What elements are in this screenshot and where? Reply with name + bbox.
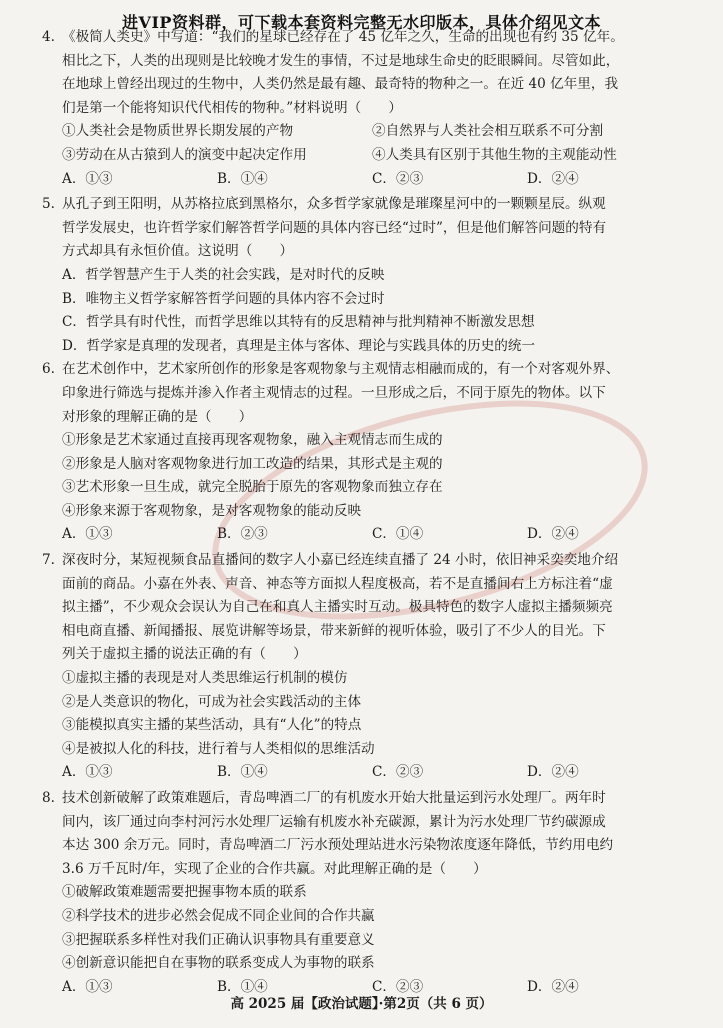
answer-choice[interactable]: B．②③ (217, 526, 268, 543)
question-stem-line (42, 358, 682, 382)
statement: ③劳动在从古猿到人的演变中起决定作用 (62, 146, 307, 163)
question-number: 4. (42, 29, 55, 45)
answer-choices (42, 168, 682, 192)
question-7 (42, 549, 682, 785)
answer-choice[interactable]: B．①④ (217, 764, 268, 781)
question-stem-line: 列关于虚拟主播的说法正确的有（ ） (62, 646, 307, 663)
question-stem-text: 从孔子到王阳明，从苏格拉底到黑格尔，众多哲学家就像是璀璨星河中的一颗颗星辰。纵观 (62, 196, 606, 213)
statement: D．哲学家是真理的发现者，真理是主体与客体、理论与实践具体的历史的统一 (62, 337, 536, 354)
question-stem-line: 对形象的理解正确的是（ ） (62, 408, 253, 425)
statement: ①虚拟主播的表现是对人类思维运行机制的模仿 (62, 670, 348, 687)
statement: ③能模拟真实主播的某些活动，具有“人化”的特点 (62, 717, 362, 734)
statement: ④人类具有区别于其他生物的主观能动性 (372, 146, 617, 163)
statement-row (42, 144, 682, 168)
question-number: 7. (42, 552, 55, 569)
question-stem-line: 本达 300 余万元。同时，青岛啤酒二厂污水预处理站进水污染物浓度逐年降低，节约用电约 (62, 837, 614, 854)
question-5 (42, 193, 682, 358)
answer-choice[interactable]: B．①④ (217, 170, 268, 187)
statement: ①人类社会是物质世界长期发展的产物 (62, 123, 294, 140)
question-stem-line (42, 787, 682, 811)
question-stem-text: 《极简人类史》中写道：“我们的星球已经存在了 45 亿年之久，生命的出现也有约 35 亿年。 (62, 29, 624, 45)
question-stem-line (42, 26, 682, 50)
question-stem-line: 3.6 万千瓦时/年，实现了企业的合作共赢。对此理解正确的是（ ） (62, 860, 487, 877)
answer-choice[interactable]: A．①③ (62, 978, 113, 995)
question-stem-line: 方式却具有永恒价值。这说明（ ） (62, 243, 294, 260)
statement: ②科学技术的进步必然会促成不同企业间的合作共赢 (62, 907, 375, 924)
statement: ④形象来源于客观物象，是对客观物象的能动反映 (62, 502, 362, 519)
answer-choice[interactable]: C．②③ (372, 764, 424, 781)
question-4 (42, 26, 682, 191)
statement: B．唯物主义哲学家解答哲学问题的具体内容不会过时 (62, 290, 385, 307)
statement: C．哲学具有时代性，而哲学思维以其特有的反思精神与批判精神不断激发思想 (62, 314, 535, 331)
answer-choice[interactable]: C．②③ (372, 978, 424, 995)
statement: ③把握联系多样性对我们正确认识事物具有重要意义 (62, 931, 375, 948)
answer-choice[interactable]: A．①③ (62, 526, 113, 543)
answer-choice[interactable]: C．①④ (372, 526, 424, 543)
answer-choice[interactable]: A．①③ (62, 170, 113, 187)
question-stem-line: 面前的商品。小嘉在外表、声音、神态等方面拟人程度极高，若不是直播间右上方标注着“虚 (62, 575, 613, 592)
promo-banner: 进VIP资料群，可下载本套资料完整无水印版本，具体介绍见文本 (122, 13, 601, 32)
question-stem-text: 技术创新破解了政策难题后，青岛啤酒二厂的有机废水开始大批量运到污水处理厂。两年时 (62, 790, 606, 806)
statement-row (42, 120, 682, 144)
answer-choices (42, 761, 682, 785)
answer-choice[interactable]: D．②④ (527, 170, 579, 187)
statement: ④是被拟人化的科技，进行着与人类相似的思维活动 (62, 740, 375, 757)
statement: ④创新意识能把自在事物的联系变成人为事物的联系 (62, 955, 375, 972)
question-8 (42, 787, 682, 999)
question-stem-line: 拟主播”，不少观众会误认为自己在和真人主播实时互动。极具特色的数字人虚拟主播频频亮 (62, 599, 613, 616)
page-footer: 高 2025 届【政治试题】·第2页（共 6 页） (230, 996, 493, 1012)
statement: ①破解政策难题需要把握事物本质的联系 (62, 884, 307, 901)
question-number: 5. (42, 196, 55, 213)
question-stem-line: 印象进行筛选与提炼并渗入作者主观情志的过程。一旦形成之后，不同于原先的物体。以下 (62, 384, 606, 401)
statement: A．哲学智慧产生于人类的社会实践，是对时代的反映 (62, 266, 385, 283)
question-stem-line: 相电商直播、新闻播报、展览讲解等场景，带来新鲜的视听体验，吸引了不少人的目光。下 (62, 622, 606, 639)
question-stem-line: 哲学发展史，也许哲学家们解答哲学问题的具体内容已经“过时”，但是他们解答问题的特有 (62, 219, 607, 236)
statement: ②自然界与人类社会相互联系不可分割 (372, 123, 604, 140)
question-6 (42, 358, 682, 547)
question-stem-line: 间内，该厂通过向李村河污水处理厂运输有机废水补充碳源，累计为污水处理厂节约碳源成 (62, 813, 606, 830)
question-stem-line (42, 193, 682, 217)
question-stem-line: 相比之下，人类的出现则是比较晚才发生的事情，不过是地球生命史的眨眼瞬间。尽管如此， (62, 52, 620, 69)
answer-choice[interactable]: C．②③ (372, 170, 424, 187)
answer-choice[interactable]: D．②④ (527, 764, 579, 781)
question-stem-text: 深夜时分，某短视频食品直播间的数字人小嘉已经连续直播了 24 小时，依旧神采奕奕地介绍 (62, 552, 619, 569)
questions-container (42, 26, 682, 1001)
question-stem-line: 们是第一个能将知识代代相传的物种。”材料说明（ ） (62, 99, 402, 116)
statement: ③艺术形象一旦生成，就完全脱胎于原先的客观物象而独立存在 (62, 479, 443, 496)
answer-choice[interactable]: B．①④ (217, 978, 268, 995)
answer-choices (42, 523, 682, 547)
question-stem-text: 在艺术创作中，艺术家所创作的形象是客观物象与主观情志相融而成的，有一个对客观外界、 (62, 361, 620, 378)
question-number: 6. (42, 361, 55, 378)
question-number: 8. (42, 790, 55, 806)
statement: ①形象是艺术家通过直接再现客观物象，融入主观情志而生成的 (62, 432, 443, 449)
question-stem-line: 在地球上曾经出现过的生物中，人类仍然是最有趣、最奇特的物种之一。在近 40 亿年里，我 (62, 76, 619, 93)
statement: ②是人类意识的物化，可成为社会实践活动的主体 (62, 693, 362, 710)
question-stem-line (42, 549, 682, 573)
answer-choice[interactable]: D．②④ (527, 526, 579, 543)
answer-choice[interactable]: D．②④ (527, 978, 579, 995)
answer-choice[interactable]: A．①③ (62, 764, 113, 781)
statement: ②形象是人脑对客观物象进行加工改造的结果，其形式是主观的 (62, 455, 443, 472)
